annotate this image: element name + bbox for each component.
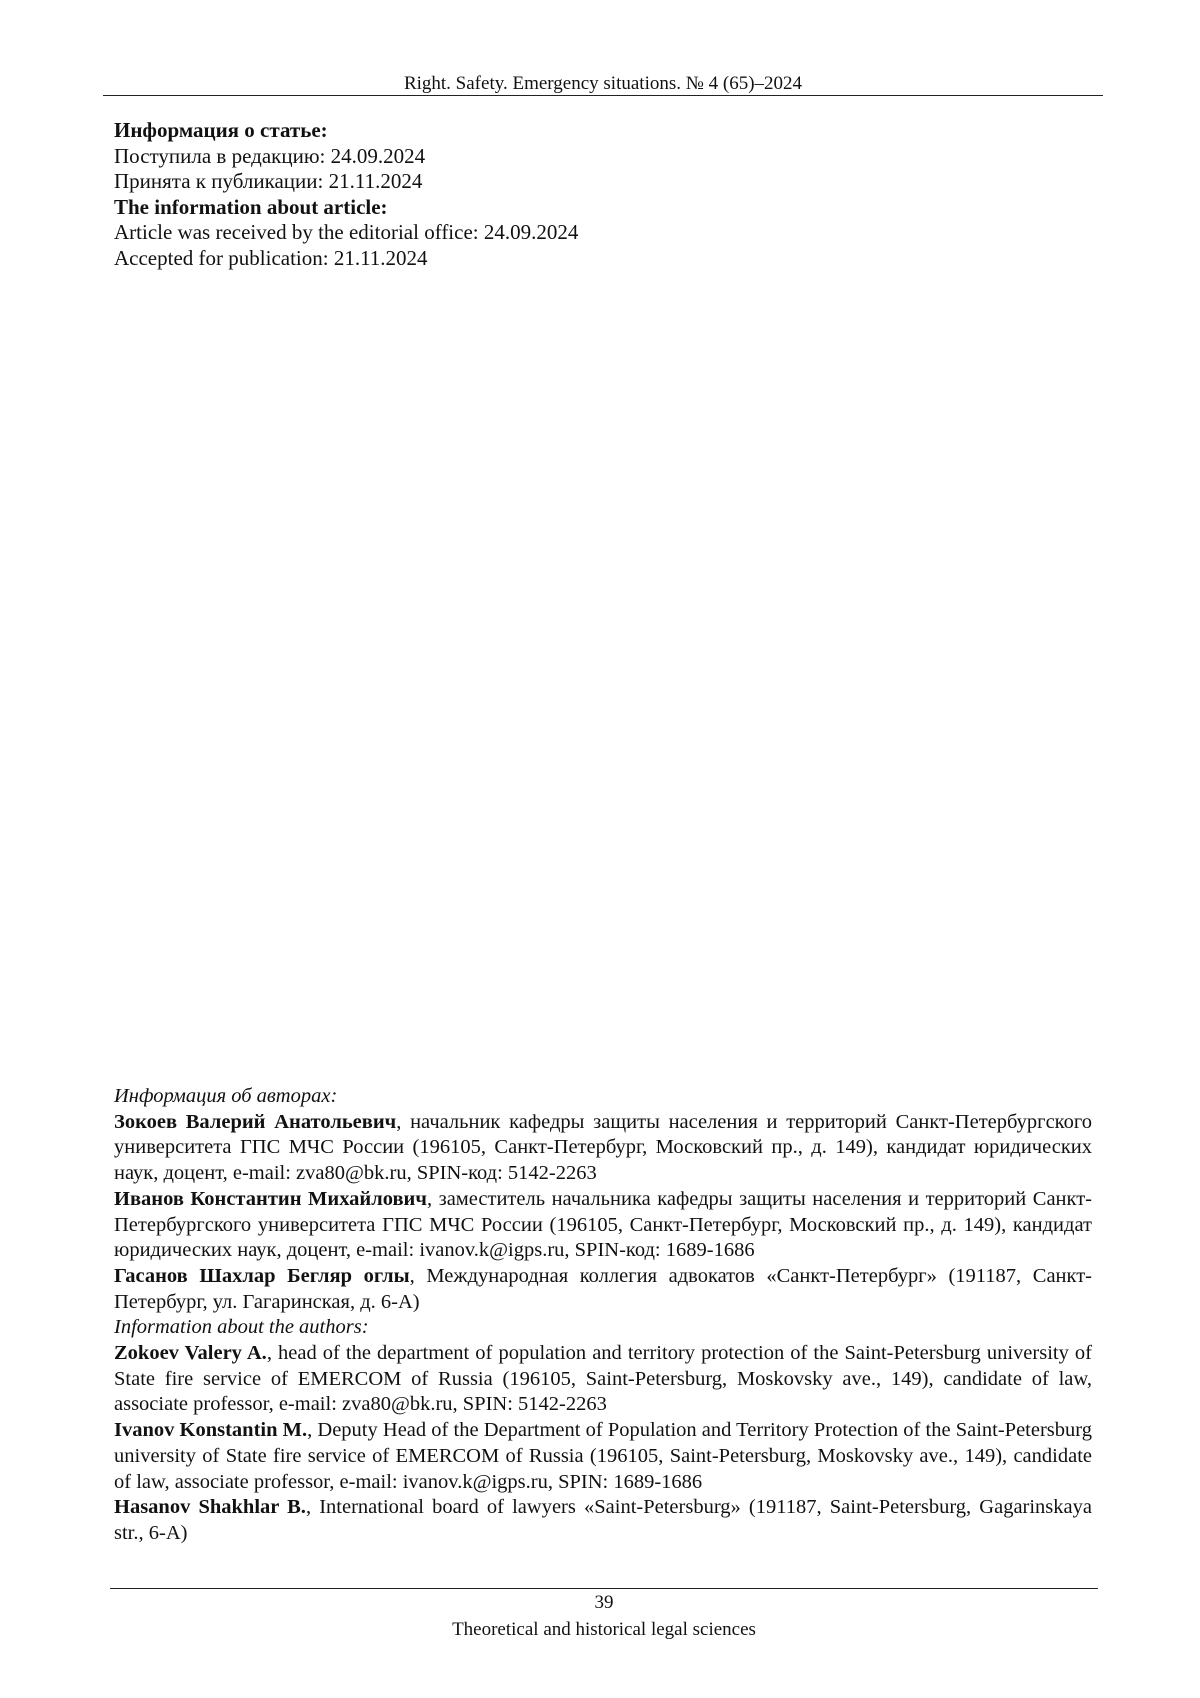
footer-rule [110,1588,1098,1589]
author-entry-ru [114,1110,1092,1187]
author-name: Гасанов Шахлар Бегляр оглы [114,1264,410,1287]
author-name: Зокоев Валерий Анатольевич [114,1110,397,1133]
article-info-heading-ru: Информация о статье: [114,118,328,142]
author-details: , Международная коллегия адвокатов «Санкт-Петербург» (191187, Санкт-Петербург, ул. Гагаринская, д. 6-А) [114,1264,1092,1313]
header-rule [103,95,1103,96]
author-name: Hasanov Shakhlar B. [114,1496,306,1519]
author-entry-ru [114,1187,1092,1264]
page-number: 39 [594,1592,614,1613]
author-details: , заместитель начальника кафедры защиты населения и территорий Санкт-Петербургского университета ГПС МЧС России (196105, Санкт-Петербург, Московский пр., д. 149), кандидат юридических наук, доцент, e-mail: ivanov.k@igps.ru, SPIN-код: 1689-1686 [114,1187,1092,1262]
author-entry-en [114,1495,1092,1546]
authors-heading-en: Information about the authors: [114,1316,369,1339]
article-info-heading-en: The information about article: [114,194,388,219]
running-header: Right. Safety. Emergency situations. № 4 (65)–2024 [403,73,803,94]
authors-heading-ru: Информация об авторах: [114,1085,338,1107]
received-date-en: Article was received by the editorial office: 24.09.2024 [114,220,579,244]
received-date-ru: Поступила в редакцию: 24.09.2024 [114,143,426,168]
author-details: , head of the department of population and territory protection of the Saint-Petersburg university of State fire service of EMERCOM of Russia (196105, Saint-Petersburg, Moskovsky ave., 149), candidate of law, associate professor, e-mail: zva80@bk.ru, SPIN: 5142-2263 [114,1342,1092,1416]
author-name: Ivanov Konstantin M. [114,1419,308,1442]
author-entry-ru [114,1264,1092,1315]
accepted-date-ru: Принята к публикации: 21.11.2024 [114,169,423,193]
author-entry-en [114,1418,1092,1495]
author-details: , Deputy Head of the Department of Population and Territory Protection of the Saint-Petersburg university of State fire service of EMERCOM of Russia (196105, Saint-Petersburg, Moskovsky ave., 149), candidate of law, associate professor, e-mail: ivanov.k@igps.ru, SPIN: 1689-1686 [114,1419,1092,1493]
author-name: Zokoev Valery A. [114,1342,267,1365]
accepted-date-en: Accepted for publication: 21.11.2024 [114,245,428,270]
authors-section [114,1084,1092,1547]
author-entry-en [114,1341,1092,1418]
article-info [114,118,1014,271]
author-details: , International board of lawyers «Saint-Petersburg» (191187, Saint-Petersburg, Gagarinskaya str., 6-A) [114,1496,1092,1544]
author-name: Иванов Константин Михайлович [114,1187,427,1210]
section-footer: Theoretical and historical legal sciences [452,1619,756,1640]
author-details: , начальник кафедры защиты населения и территорий Санкт-Петербургского университета ГПС МЧС России (196105, Санкт-Петербург, Московский пр., д. 149), кандидат юридических наук, доцент, e-mail: zva80@bk.ru, SPIN-код: 5142-2263 [114,1110,1092,1185]
